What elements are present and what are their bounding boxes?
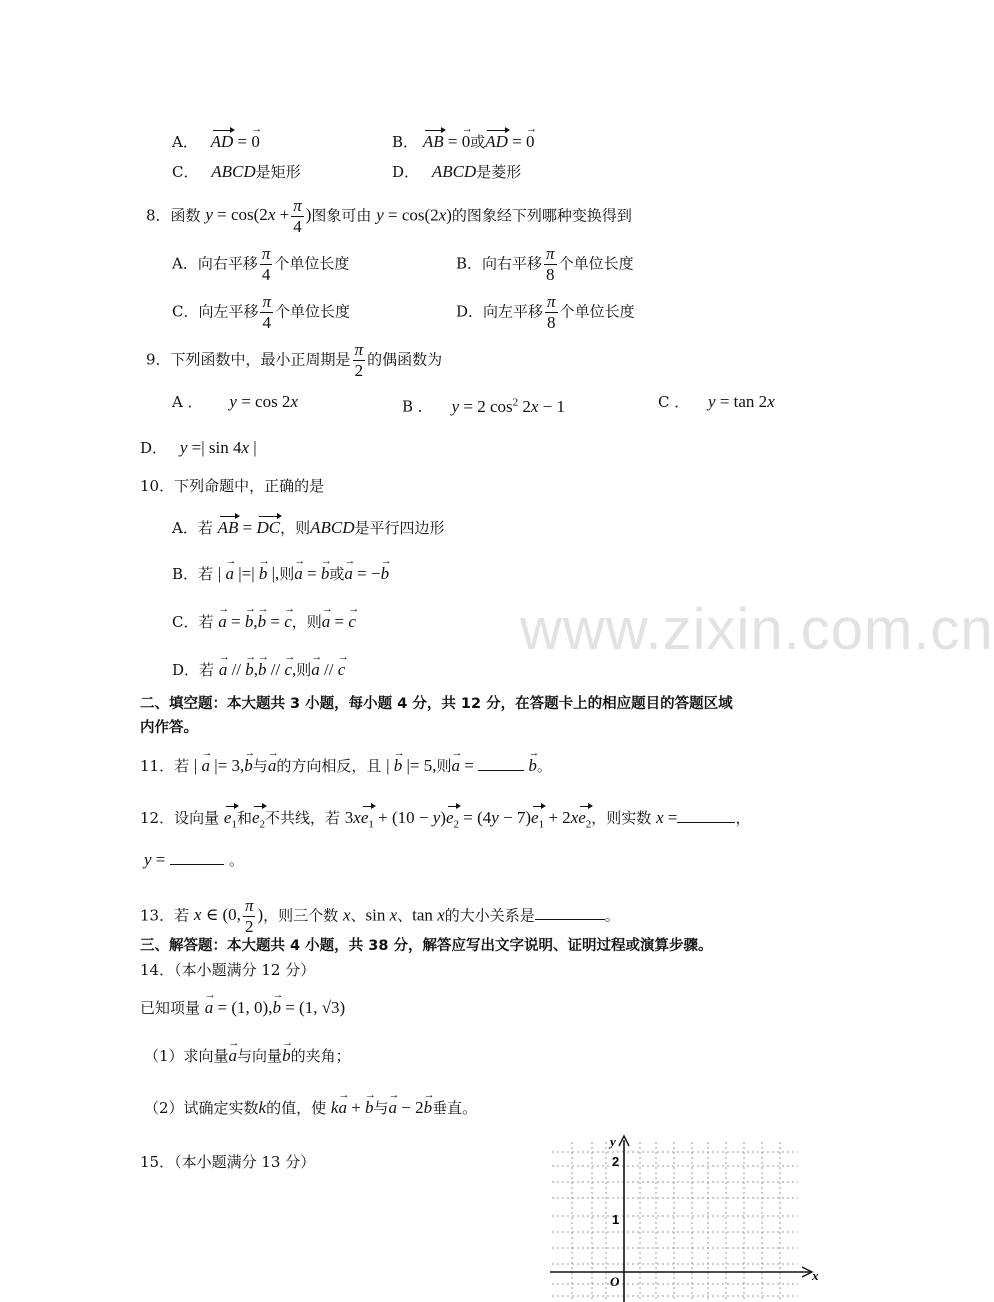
tick-2-label: 2	[612, 1154, 620, 1169]
q7-option-b: B． AB = 0 →或AD = 0 →	[392, 126, 534, 154]
q9-option-a: A ． y = cos 2x	[172, 392, 298, 411]
q8-option-a: A．向右平移 $\frac{\pi}{4}$ 个单位长度	[172, 244, 350, 284]
q9-stem: 9．下列函数中，最小正周期是 $\frac{\pi}{2}$ 的偶函数为	[146, 340, 443, 380]
origin-label: O	[610, 1274, 620, 1289]
q7-option-c: C． ABCD是矩形	[172, 162, 301, 181]
section2-heading-cont: 内作答。	[140, 720, 198, 736]
q14-part1: （1）求向量a →与向量b →的夹角；	[144, 1042, 351, 1068]
y-axis-label: y	[610, 1134, 616, 1149]
coordinate-grid-figure	[548, 1132, 824, 1302]
q9-option-b: B ． y = 2 $\cos^2 2x - 1$	[402, 396, 566, 416]
q10-option-d: D．若 a → // b →,b → // c →,则a → // c →	[172, 656, 345, 682]
q8-stem: 8．函数 y = cos(2x + $\frac{\pi}{4}$ )图象可由 y = cos(2x)的图象经下列哪种变换得到	[146, 196, 632, 236]
q14-heading: 14．（本小题满分 12 分）	[140, 961, 316, 979]
q12: 12．设向量 $e_1$和$e_2$不共线，若 $3xe_1 + (10 - y)e_2 = (4y - 7)e_1 + 2xe_2$，则实数 x = ，	[140, 802, 750, 836]
q12-cont: y = 。	[144, 850, 244, 869]
q10-option-c: C．若 a → = b →,b → = c →，则a → = c →	[172, 608, 356, 634]
q7-option-a: A． AD = 0 →	[172, 126, 260, 154]
x-axis-label: x	[812, 1268, 819, 1283]
q13: 13．若 x ∈ (0, $\frac{\pi}{2}$ )，则三个数 x、sin x、tan x的大小关系是 。	[140, 896, 620, 936]
q10-option-b: B．若 | a → |=| b → |,则a → = b →或a → = −b →	[172, 560, 389, 586]
q8-option-c: C．向左平移 $\frac{\pi}{4}$ 个单位长度	[172, 292, 351, 332]
q14-part2: （2）试确定实数k的值，使 ka → + b →与a → − 2b →垂直。	[144, 1094, 477, 1120]
q7-option-d: D． ABCD是菱形	[392, 162, 522, 181]
q10-option-a: A．若 AB = DC，则ABCD是平行四边形	[172, 512, 445, 540]
q11: 11．若 | a → |= 3,b →与a →的方向相反，且 | b → |= 5,则a → = b →。	[140, 752, 552, 778]
q15-heading: 15．（本小题满分 13 分）	[140, 1153, 316, 1171]
section3-heading: 三、解答题：本大题共 4 小题，共 38 分，解答应写出文字说明、证明过程或演算步骤。	[140, 938, 713, 954]
q8-option-d: D．向左平移 $\frac{\pi}{8}$ 个单位长度	[456, 292, 635, 332]
section2-heading: 二、填空题：本大题共 3 小题，每小题 4 分，共 12 分，在答题卡上的相应题目的答题区域	[140, 696, 733, 712]
q10-stem: 10．下列命题中，正确的是	[140, 477, 325, 495]
watermark: www.zixin.com.cn	[520, 597, 994, 662]
q14-given: 已知项量 a → = (1, 0),b → = (1, √3)	[140, 994, 345, 1020]
tick-1-label: 1	[612, 1212, 620, 1227]
q8-option-b: B．向右平移 $\frac{\pi}{8}$ 个单位长度	[456, 244, 634, 284]
q9-option-d: D． y =| sin 4x |	[140, 438, 257, 457]
q9-option-c: C ． y = tan 2x	[658, 392, 775, 411]
